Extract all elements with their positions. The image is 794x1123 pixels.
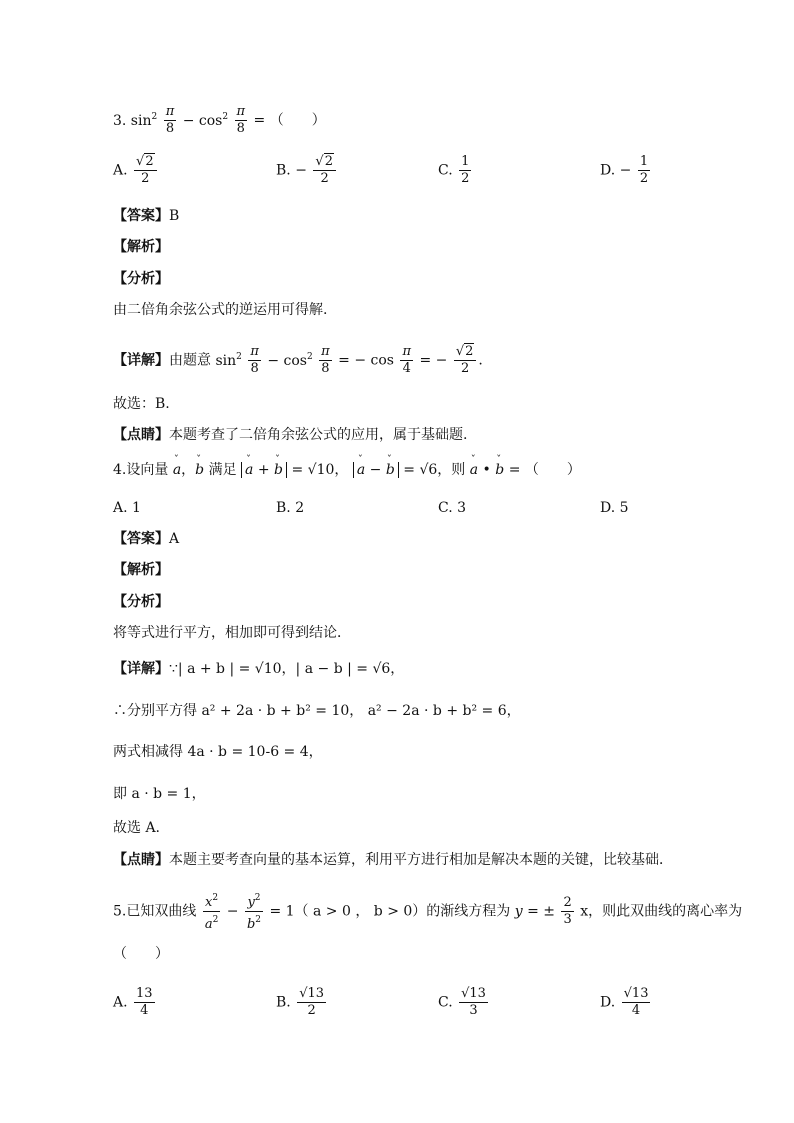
q3-detail: 【详解】由题意 $\sin^2$ $\frac{\pi}{8}$ − $\cos^2$ $\frac{\pi}{8}$ = − cos $\frac{\pi}{4}$ = − $\frac{√2}{2}$ . (113, 344, 483, 376)
q5-option-d: D. $\frac{√13}{4}$ (600, 986, 649, 1018)
q3-option-c: C. $\frac{1}{2}$ (438, 154, 470, 186)
q4-detail-3: 两式相减得 4a · b = 10-6 = 4， (113, 744, 323, 760)
q4-fenxi-text: 将等式进行平方，相加即可得到结论． (113, 625, 351, 641)
q4-option-c: C. 3 (438, 500, 467, 516)
q4-choice: 故选 A. (113, 820, 161, 836)
q4-detail-4: 即 a · b = 1， (113, 786, 206, 802)
q5-option-b: B. $\frac{√13}{2}$ (276, 986, 325, 1018)
q5-option-c: C. $\frac{√13}{3}$ (438, 986, 486, 1018)
q3-option-d: D. − $\frac{1}{2}$ (600, 154, 649, 186)
q4-fenxi-tag: 【分析】 (113, 594, 169, 610)
q3-option-a: A. $\frac{√2}{2}$ (113, 154, 159, 187)
q5-stem: 5.已知双曲线 $\frac{x^2}{a^2}$ − $\frac{y^2}{b^2}$ = 1（ a > 0 ， b > 0）的渐线方程为 y = ± $\frac{2}{3}$ x，则此双曲线的离心率为 (113, 890, 742, 933)
q3-analysis-tag: 【解析】 (113, 239, 169, 255)
q4-stem: 4.设向量 ˇ a，ˇ b 满足 ˇ a + ˇ b = √10， ˇ a − ˇ b = √6，则 ˇ a • ˇ b = （ ） (113, 460, 581, 480)
q3-fenxi-tag: 【分析】 (113, 271, 169, 287)
q4-answer: 【答案】A (113, 531, 180, 547)
q3-choice: 故选：B. (113, 396, 170, 412)
q4-detail-1: 【详解】∵| a + b | = √10，| a − b | = √6， (113, 661, 405, 677)
q3-fenxi-text: 由二倍角余弦公式的逆运用可得解. (113, 302, 328, 318)
q3-option-b: B. − $\frac{√2}{2}$ (276, 154, 338, 187)
q4-dianjing: 【点睛】本题主要考查向量的基本运算，利用平方进行相加是解决本题的关键，比较基础． (113, 852, 673, 868)
q3-answer: 【答案】B (113, 208, 180, 224)
q4-option-b: B. 2 (276, 500, 305, 516)
q4-option-a: A. 1 (113, 500, 141, 516)
q3-dianjing: 【点睛】本题考查了二倍角余弦公式的应用，属于基础题. (113, 427, 468, 443)
q5-option-a: A. $\frac{13}{4}$ (113, 986, 153, 1018)
q4-analysis-tag: 【解析】 (113, 562, 169, 578)
q4-detail-2: ∴分别平方得 a² + 2a · b + b² = 10， a² − 2a · b + b² = 6， (113, 703, 521, 719)
q3-stem: 3. $\sin^2$ $\frac{\pi}{8}$ − $\cos^2$ $\frac{\pi}{8}$ = （ ） (113, 104, 326, 136)
q5-paren: （ ） (113, 946, 169, 962)
q4-option-d: D. 5 (600, 500, 629, 516)
